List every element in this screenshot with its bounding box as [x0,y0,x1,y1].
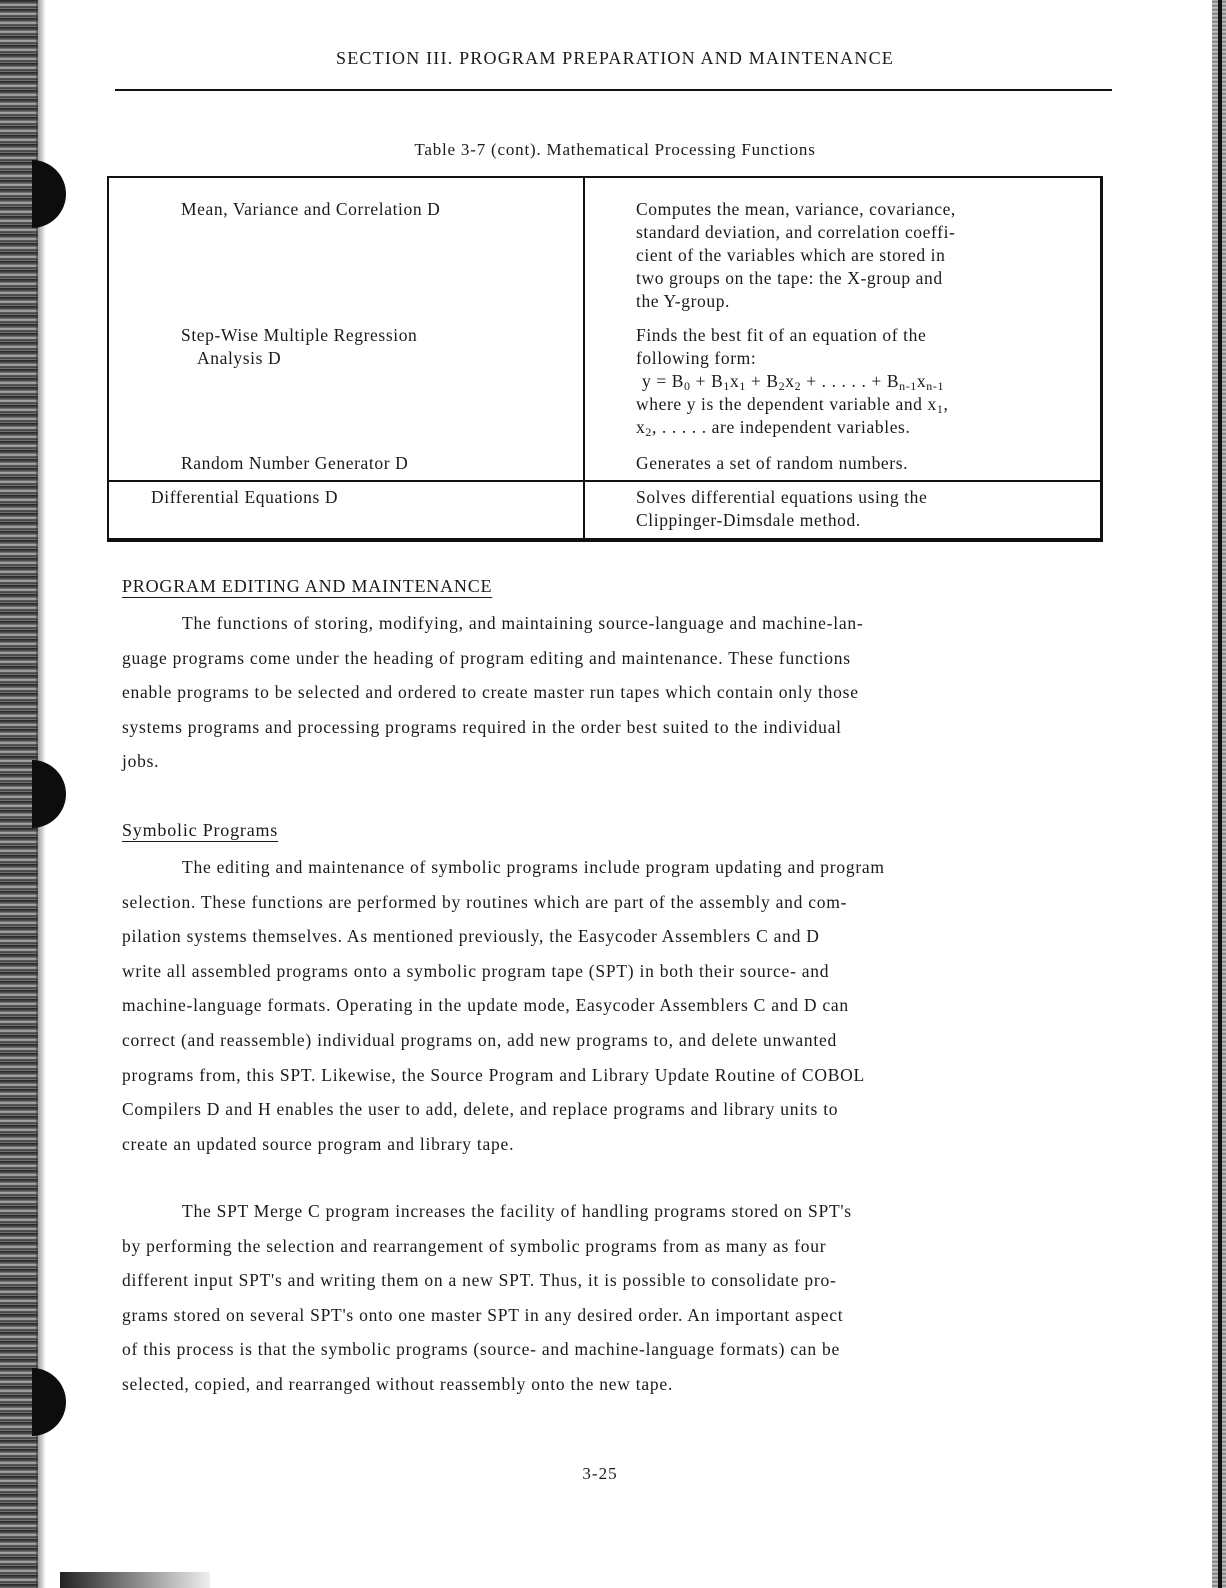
punch-hole-top [32,160,66,228]
functions-table [107,176,1103,542]
table-caption: Table 3-7 (cont). Mathematical Processing Functions [414,140,816,159]
punch-hole-bottom [32,1368,66,1436]
subsection-heading-symbolic: Symbolic Programs [122,820,279,840]
table-row-name: Step-Wise Multiple Regression Analysis D [181,325,418,368]
scan-smudge [60,1572,210,1588]
header-rule [115,89,1112,91]
table-row-description: Solves differential equations using the Clippinger-Dimsdale method. [636,487,928,530]
right-page-edge [1212,0,1226,1588]
symbolic-paragraph-1: The editing and maintenance of symbolic programs include program updating and program selection. These functions are performed by routines which are part of the assembly and com- pilation systems themselves. As mentioned previously, the Easycoder Assemblers C and D write all assembled programs onto a symbolic program tape (SPT) in both their source- and machine-language formats. Operating in the update mode, Easycoder Assemblers C and D can correct (and reassemble) individual programs on, add new programs to, and delete unwanted programs from, this SPT. Likewise, the Source Program and Library Update Routine of COBOL Compilers D and H enables the user to add, delete, and replace programs and library units to create an updated source program and library tape. [122,857,885,1154]
table-row-description: Generates a set of random numbers. [636,453,909,473]
table-column-divider [583,178,585,538]
punch-hole-middle [32,760,66,828]
table-row-name: Random Number Generator D [181,453,409,473]
section-heading-editing: PROGRAM EDITING AND MAINTENANCE [122,576,493,596]
page-number: 3-25 [582,1464,618,1483]
editing-paragraph: The functions of storing, modifying, and maintaining source-language and machine-lan- guage programs come under the heading of program editing and maintenance. These functions enable programs to be selected and ordered to create master run tapes which contain only those systems programs and processing programs required in the order best suited to the individual jobs. [122,613,864,772]
table-row-name: Differential Equations D [151,487,339,507]
table-row-description: Finds the best fit of an equation of the following form: $y = B_0 + B_1x_1 + B_2x_2$ + . . . . . + $B_{n-1}x_{n-1}$ where y is the dependent variable and $x_1$, $x_2$, . . . . . are independent variables. [636,324,1096,439]
regression-equation: $y = B_0 + B_1x_1 + B_2x_2$ + . . . . . + $B_{n-1}x_{n-1}$ [642,371,945,393]
table-row-description: Computes the mean, variance, covariance, standard deviation, and correlation coeffi- cient of the variables which are stored in two groups on the tape: the X-group and the Y-group. [636,199,956,311]
symbolic-paragraph-2: The SPT Merge C program increases the facility of handling programs stored on SPT's by performing the selection and rearrangement of symbolic programs from as many as four different input SPT's and writing them on a new SPT. Thus, it is possible to consolidate pro- grams stored on several SPT's onto one master SPT in any desired order. An important aspect of this process is that the symbolic programs (source- and machine-language formats) can be selected, copied, and rearranged without reassembly onto the new tape. [122,1201,852,1394]
table-row-divider [109,480,1100,482]
running-header: SECTION III. PROGRAM PREPARATION AND MAINTENANCE [336,48,894,68]
table-row-name: Mean, Variance and Correlation D [181,199,441,219]
